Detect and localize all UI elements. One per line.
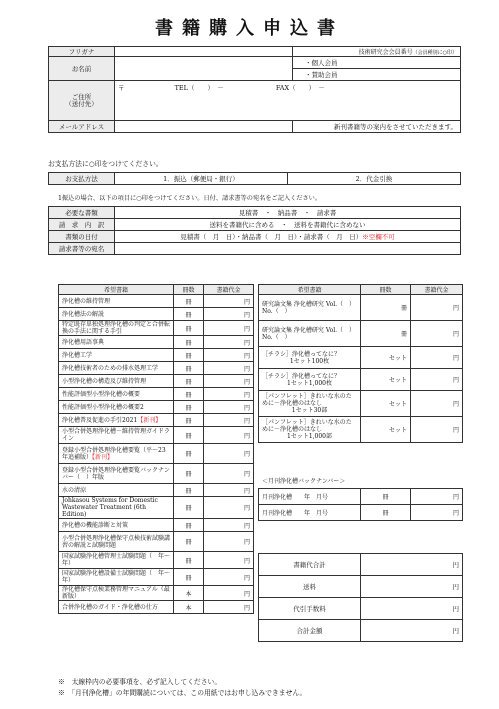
order-item-subtitle: 1セット30部 (291, 407, 328, 414)
order-item-title-text: 特定既存単独処理浄化槽の判定と合併転換の手法に関する手引 (62, 321, 171, 335)
order-qty-field[interactable]: 冊 (174, 295, 204, 308)
order-item-title (59, 295, 174, 308)
address-label (49, 81, 115, 121)
right-header-qty: 冊数 (361, 285, 411, 295)
order-row (59, 601, 254, 614)
order-item-title-text: 浄化槽用語事典 (62, 338, 105, 346)
order-price-field[interactable]: 円 (204, 552, 254, 569)
order-row (59, 497, 254, 519)
order-qty-field[interactable]: 冊 (174, 427, 204, 444)
totals-value-field[interactable]: 円 (361, 554, 463, 576)
backnumber-price-field[interactable]: 円 (411, 489, 463, 505)
order-price-field[interactable]: 円 (204, 295, 254, 308)
order-price-field[interactable]: 円 (204, 321, 254, 336)
order-row (59, 336, 254, 349)
order-item-title-text: 浄化槽法の解説 (62, 310, 105, 318)
member-type-supporting[interactable]: ・賛助会員 (293, 69, 461, 81)
order-row (59, 375, 254, 388)
order-price-field[interactable]: 円 (204, 375, 254, 388)
order-item-title-text: ［チラシ］浄化槽ってなに？ (262, 372, 341, 380)
date-fields[interactable] (115, 231, 461, 243)
order-row (59, 388, 254, 401)
order-price-field[interactable]: 円 (204, 362, 254, 375)
email-note: 新刊書籍等の案内をさせていただきます。 (293, 121, 461, 133)
order-item-title-text: 研究論文集 浄化槽研究 Vol.（ ）No.（ ） (262, 326, 356, 341)
order-item-title (59, 519, 174, 532)
totals-value-field[interactable]: 円 (361, 598, 463, 620)
order-price-field[interactable]: 円 (204, 484, 254, 497)
order-price-field[interactable]: 円 (204, 497, 254, 519)
order-item-title (59, 444, 174, 464)
email-label: メールアドレス (49, 121, 115, 133)
order-row (59, 532, 254, 552)
totals-row (259, 554, 463, 576)
order-price-field[interactable]: 円 (204, 569, 254, 586)
new-badge: 【新刊】 (92, 453, 114, 461)
customer-table (48, 46, 461, 133)
order-item-title-text: ［パンフレット］きれいな水のために－浄化槽のはなし (262, 393, 352, 407)
order-qty-field[interactable]: 冊 (174, 519, 204, 532)
name-label: お名前 (49, 57, 115, 81)
order-item-title-text: 性能評価型小型浄化槽の概要 (62, 390, 141, 398)
order-price-field[interactable]: 円 (411, 417, 463, 443)
order-item-title-text: 浄化槽工学 (62, 351, 93, 359)
order-row (59, 414, 254, 427)
name-field[interactable] (115, 57, 293, 81)
order-qty-field[interactable]: 冊 (174, 388, 204, 401)
order-row (259, 295, 463, 321)
order-item-title (59, 464, 174, 484)
order-item-title (59, 308, 174, 321)
payment-intro: お支払方法に○印をつけてください。 (48, 160, 163, 168)
tel-field[interactable]: TEL（ ） － (174, 84, 224, 92)
backnumber-row (259, 489, 463, 505)
order-item-title (59, 497, 174, 519)
right-header-title: 希望書籍 (259, 285, 361, 295)
order-item-title (59, 388, 174, 401)
left-header-price: 書籍代金 (204, 285, 254, 295)
postal-mark: 〒 (118, 84, 125, 92)
order-item-title-text: 浄化槽の機能診断と対策 (62, 521, 129, 529)
order-item-title-text: 性能評価型小型浄化槽の概要2 (62, 403, 144, 411)
order-row (59, 401, 254, 414)
totals-row (259, 598, 463, 620)
date-required-note: ※空欄不可 (362, 233, 395, 241)
order-qty-field[interactable]: 冊 (174, 308, 204, 321)
order-item-subtitle: 1セット100枚 (289, 357, 330, 365)
totals-label: 書籍代合計 (259, 554, 361, 576)
order-row (259, 417, 463, 443)
order-item-title-text: 浄化槽の維持管理 (62, 297, 111, 305)
backnumber-qty-field[interactable]: 冊 (361, 505, 411, 521)
order-table-right (258, 284, 463, 443)
backnumber-row (259, 505, 463, 521)
totals-value-field[interactable]: 円 (361, 620, 463, 642)
address-label-line2: （送付先） (65, 99, 98, 108)
order-item-title-text: 合併浄化槽のガイド・浄化槽の仕方 (62, 603, 158, 611)
payment-note: 1振込の場合、以下の項目に○印をつけてください。日付、請求書等の宛名をご記入ください。 (58, 195, 322, 202)
order-price-field[interactable]: 円 (204, 388, 254, 401)
furigana-label: フリガナ (49, 47, 115, 57)
order-price-field[interactable]: 円 (411, 295, 463, 321)
order-qty-field[interactable]: 冊 (174, 336, 204, 349)
order-item-title-text: ［パンフレット］きれいな水のために－浄化槽のはなし (262, 419, 352, 433)
order-row (59, 586, 254, 601)
order-qty-field[interactable]: 冊 (174, 532, 204, 552)
order-price-field[interactable]: 円 (204, 349, 254, 362)
order-price-field[interactable]: 円 (204, 401, 254, 414)
backnumber-title[interactable]: 月刊浄化槽 年 月号 (259, 489, 361, 505)
order-row (259, 347, 463, 369)
order-item-title-text: 浄化槽保守点検業務管理マニュアル（最新版） (62, 586, 170, 600)
email-field[interactable] (115, 121, 293, 133)
order-price-field[interactable]: 円 (204, 427, 254, 444)
order-price-field[interactable]: 円 (204, 464, 254, 484)
order-item-title (59, 601, 174, 614)
order-price-field[interactable]: 円 (411, 347, 463, 369)
order-qty-field[interactable]: 冊 (174, 362, 204, 375)
order-qty-field[interactable]: 冊 (174, 321, 204, 336)
order-item-subtitle: 1セット1,000枚 (287, 379, 332, 387)
order-item-title (59, 401, 174, 414)
order-price-field[interactable]: 円 (204, 414, 254, 427)
order-item-title (59, 569, 177, 586)
order-table-left (58, 284, 254, 614)
fax-field[interactable]: FAX（ ） － (275, 84, 325, 92)
order-row (59, 464, 254, 484)
order-qty-field[interactable]: 冊 (174, 349, 204, 362)
order-price-field[interactable]: 円 (204, 532, 254, 552)
address-field[interactable] (115, 81, 461, 121)
order-row (59, 519, 254, 532)
payment-method-table (48, 172, 461, 185)
order-item-title (59, 552, 177, 569)
order-row (59, 427, 254, 444)
totals-label: 代引手数料 (259, 598, 361, 620)
totals-label: 合計金額 (259, 620, 361, 642)
order-item-title (59, 427, 174, 444)
order-item-title-text: 国家試験浄化槽管理士試験問題（ 年～ 年） (62, 553, 177, 567)
date-fields-text: 見積書（ 月 日）・納品書（ 月 日）・請求書（ 月 日） (180, 233, 363, 241)
order-item-title (259, 295, 361, 321)
order-price-field[interactable]: 円 (204, 586, 254, 601)
order-item-title (59, 362, 174, 375)
order-qty-field[interactable]: 冊 (174, 464, 204, 484)
footer-note-2: ※ 「月刊浄化槽」の年間購読については、この用紙ではお申し込みできません。 (58, 689, 307, 697)
new-badge: 【新刊】 (137, 416, 162, 424)
order-qty-field[interactable]: セット (361, 417, 411, 443)
payment-option-transfer[interactable]: 1．振込（郵便局・銀行） (115, 173, 288, 185)
totals-label: 送料 (259, 576, 361, 598)
order-item-title (59, 586, 174, 601)
left-header-title: 希望書籍 (59, 285, 174, 295)
order-row (59, 321, 254, 336)
left-header-qty: 冊数 (174, 285, 204, 295)
order-row (259, 321, 463, 347)
docs-options[interactable]: 見積書 ・ 納品書 ・ 請求書 (115, 207, 461, 219)
order-qty-field[interactable]: 本 (174, 586, 204, 601)
order-price-field[interactable]: 円 (204, 308, 254, 321)
order-qty-field[interactable]: 冊 (361, 295, 411, 321)
order-item-title-text: 研究論文集 浄化槽研究 Vol.（ ）No.（ ） (262, 300, 356, 315)
order-price-field[interactable]: 円 (204, 336, 254, 349)
order-price-field[interactable]: 円 (411, 369, 463, 391)
order-price-field[interactable]: 円 (411, 391, 463, 417)
backnumber-title[interactable]: 月刊浄化槽 年 月号 (259, 505, 361, 521)
order-price-field[interactable]: 円 (411, 321, 463, 347)
order-item-title-text: 小型浄化槽の構造及び維持管理 (62, 377, 147, 385)
order-item-title-text: 小型合併処理浄化槽－維持管理ガイドライン (62, 428, 170, 442)
order-item-title (259, 347, 361, 369)
totals-table (258, 553, 463, 642)
member-number-label: 技術研究会会員番号 (358, 49, 413, 56)
order-row (259, 391, 463, 417)
page-title: 書籍購入申込書 (155, 18, 344, 39)
member-type-personal[interactable]: ・個人会員 (293, 57, 461, 69)
order-qty-field[interactable]: 冊 (174, 375, 204, 388)
order-row (59, 362, 254, 375)
order-row (59, 569, 254, 586)
order-row (59, 444, 254, 464)
payment-details-table (48, 206, 461, 255)
order-qty-field[interactable]: 冊 (361, 321, 411, 347)
order-item-title-text: Johkasou Systems for Domestic Wastewater Treatment (6th Edition) (62, 497, 158, 518)
order-item-title (259, 391, 361, 417)
order-qty-field[interactable]: 冊 (174, 401, 204, 414)
order-qty-field[interactable]: 冊 (174, 414, 204, 427)
footer-note-1: ※ 太線枠内の必要事項を、必ず記入してください。 (58, 678, 222, 686)
backnumber-caption: ＜月刊浄化槽バックナンバー＞ (262, 478, 346, 485)
order-item-title (259, 417, 361, 443)
order-row (59, 349, 254, 362)
addressee-field[interactable] (115, 243, 461, 255)
breakdown-options[interactable]: 送料を書籍代に含める ・ 送料を書籍代に含めない (115, 219, 461, 231)
order-item-title (59, 321, 174, 336)
order-qty-field[interactable]: セット (361, 391, 411, 417)
backnumber-price-field[interactable]: 円 (411, 505, 463, 521)
address-label-line1: ご住所 (71, 92, 92, 101)
order-item-title (59, 414, 174, 427)
order-item-title (259, 321, 361, 347)
order-qty-field[interactable]: 本 (174, 601, 204, 614)
order-item-title-text: 登録小型合併処理浄化槽要覧バックナンバー（ ）年版 (62, 466, 170, 481)
order-qty-field[interactable]: セット (361, 369, 411, 391)
order-item-title-text: ［チラシ］浄化槽ってなに？ (262, 350, 341, 358)
order-price-field[interactable]: 円 (204, 519, 254, 532)
order-qty-field[interactable]: 冊 (174, 569, 204, 586)
totals-row (259, 620, 463, 642)
order-qty-field[interactable]: 冊 (174, 552, 204, 569)
breakdown-label: 請 求 内 訳 (49, 219, 115, 231)
order-item-title (59, 532, 174, 552)
payment-option-cod[interactable]: 2．代金引換 (288, 173, 461, 185)
totals-value-field[interactable]: 円 (361, 576, 463, 598)
order-item-title-text: 浄化槽普及促進の手引2021 (62, 416, 138, 424)
order-row (59, 552, 254, 569)
order-row (59, 308, 254, 321)
order-row (59, 295, 254, 308)
order-item-subtitle: 1セット1,000部 (287, 433, 332, 440)
furigana-field[interactable] (115, 47, 293, 57)
order-item-title-text: 浄化槽技術者のための排水処理工学 (62, 364, 159, 372)
order-item-title (59, 349, 174, 362)
order-item-title (59, 336, 174, 349)
order-item-title-text: 水の清涼 (62, 486, 87, 494)
addressee-label: 請求書等の宛名 (49, 243, 115, 255)
order-qty-field[interactable]: セット (361, 347, 411, 369)
payment-method-label: お支払方法 (49, 173, 115, 185)
right-header-price: 書籍代金 (411, 285, 463, 295)
order-item-title (259, 369, 361, 391)
member-type-note: （会員種別に○印） (412, 50, 457, 56)
order-price-field[interactable]: 円 (204, 601, 254, 614)
member-number-field[interactable] (293, 47, 461, 57)
docs-label: 必要な書類 (49, 207, 115, 219)
order-qty-field[interactable]: 冊 (174, 497, 204, 519)
order-row (59, 484, 254, 497)
order-item-title (59, 375, 174, 388)
totals-row (259, 576, 463, 598)
backnumber-table (258, 488, 463, 521)
order-qty-field[interactable]: 冊 (174, 484, 204, 497)
order-price-field[interactable]: 円 (204, 444, 254, 464)
order-row (259, 369, 463, 391)
order-item-title-text: 小型合併処理浄化槽保守点検技術試験講習の解説と試験問題 (62, 534, 171, 549)
order-item-title (59, 484, 174, 497)
order-item-title-text: 国家試験浄化槽設備士試験問題（ 年～ 年） (62, 570, 177, 584)
order-qty-field[interactable]: 冊 (174, 444, 204, 464)
backnumber-qty-field[interactable]: 冊 (361, 489, 411, 505)
date-label: 書類の日付 (49, 231, 115, 243)
order-item-title-text: 登録小型合併処理浄化槽要覧（平～23年追補版） (62, 446, 166, 461)
